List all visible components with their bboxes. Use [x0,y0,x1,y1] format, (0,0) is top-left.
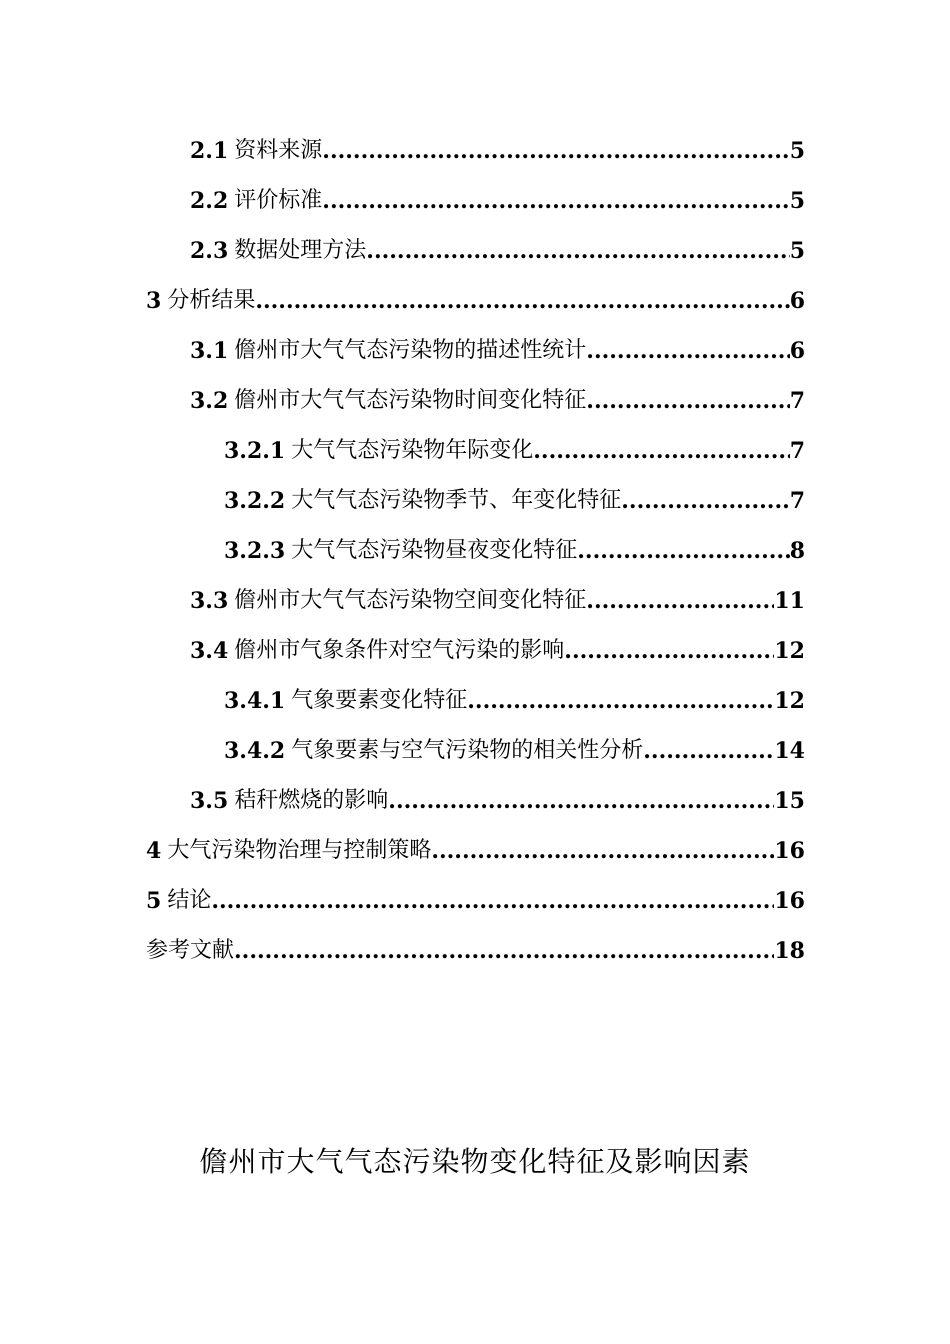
toc-entry-page: 12 [774,688,805,714]
toc-entry-title: 儋州市大气气态污染物的描述性统计 [234,338,587,363]
toc-dot-leader [577,526,789,576]
toc-entry-page: 7 [789,388,805,414]
toc-entry-title: 气象要素变化特征 [291,688,468,713]
toc-entry[interactable] [224,526,805,576]
toc-entry-title: 参考文献 [146,938,235,963]
toc-entry-number: 3.2.1 [224,438,286,464]
toc-entry-references[interactable] [146,926,805,976]
toc-entry-title: 大气气态污染物昼夜变化特征 [291,538,578,563]
toc-dot-leader [621,476,789,526]
toc-dot-leader [431,826,774,876]
toc-entry-page: 8 [789,538,805,564]
document-title: 儋州市大气气态污染物变化特征及影响因素 [199,1145,751,1178]
toc-entry-page: 6 [789,288,805,314]
toc-dot-leader [211,876,774,926]
toc-dot-leader [255,276,789,326]
toc-entry-number: 2.2 [190,188,229,214]
toc-entry-title: 大气气态污染物年际变化 [291,438,534,463]
toc-entry-page: 5 [789,238,805,264]
toc-entry-number: 3 [146,288,162,314]
toc-dot-leader [322,176,789,226]
toc-dot-leader [322,126,789,176]
toc-entry-number: 2.1 [190,138,229,164]
toc-entry-page: 18 [774,938,805,964]
toc-dot-leader [586,376,789,426]
table-of-contents [0,126,950,976]
toc-entry-number: 3.4.1 [224,688,286,714]
toc-dot-leader [388,776,774,826]
toc-entry[interactable] [224,476,805,526]
toc-entry[interactable] [146,276,805,326]
toc-entry-title: 数据处理方法 [234,238,367,263]
toc-dot-leader [586,326,789,376]
toc-entry[interactable] [190,326,805,376]
toc-entry-number: 3.5 [190,788,229,814]
toc-entry-title: 气象要素与空气污染物的相关性分析 [291,738,644,763]
toc-entry-page: 7 [789,438,805,464]
toc-entry-page: 15 [774,788,805,814]
toc-entry-page: 7 [789,488,805,514]
toc-entry-number: 3.3 [190,588,229,614]
toc-dot-leader [586,576,774,626]
toc-dot-leader [234,926,774,976]
toc-entry-title: 评价标准 [234,188,323,213]
toc-entry-number: 3.2.2 [224,488,286,514]
toc-entry-page: 16 [774,838,805,864]
toc-entry[interactable] [190,576,805,626]
toc-entry-number: 5 [146,888,162,914]
toc-entry-page: 5 [789,188,805,214]
toc-entry-number: 3.2.3 [224,538,286,564]
toc-entry-page: 16 [774,888,805,914]
toc-entry[interactable] [146,876,805,926]
toc-entry-page: 14 [774,738,805,764]
toc-dot-leader [467,676,774,726]
toc-entry-title: 资料来源 [234,138,323,163]
toc-entry-number: 3.2 [190,388,229,414]
toc-entry-title: 儋州市大气气态污染物空间变化特征 [234,588,587,613]
toc-entry-number: 4 [146,838,162,864]
toc-entry-title: 结论 [167,888,212,913]
toc-entry-number: 2.3 [190,238,229,264]
toc-entry[interactable] [190,176,805,226]
toc-entry-number: 3.1 [190,338,229,364]
toc-dot-leader [643,726,774,776]
toc-entry-title: 分析结果 [167,288,256,313]
toc-entry-title: 儋州市大气气态污染物时间变化特征 [234,388,587,413]
toc-dot-leader [366,226,789,276]
toc-entry-page: 12 [774,638,805,664]
toc-entry[interactable] [224,426,805,476]
toc-entry-title: 秸秆燃烧的影响 [234,788,389,813]
toc-dot-leader [533,426,789,476]
toc-entry-page: 11 [774,588,805,614]
toc-entry[interactable] [190,776,805,826]
toc-dot-leader [564,626,774,676]
toc-entry-page: 5 [789,138,805,164]
toc-entry-page: 6 [789,338,805,364]
toc-entry-number: 3.4 [190,638,229,664]
toc-entry[interactable] [224,726,805,776]
toc-entry[interactable] [190,126,805,176]
toc-entry[interactable] [190,226,805,276]
toc-entry-title: 大气污染物治理与控制策略 [167,838,432,863]
toc-entry[interactable] [224,676,805,726]
toc-entry[interactable] [190,626,805,676]
toc-entry[interactable] [190,376,805,426]
toc-entry[interactable] [146,826,805,876]
toc-entry-title: 儋州市气象条件对空气污染的影响 [234,638,565,663]
toc-entry-title: 大气气态污染物季节、年变化特征 [291,488,622,513]
toc-entry-number: 3.4.2 [224,738,286,764]
